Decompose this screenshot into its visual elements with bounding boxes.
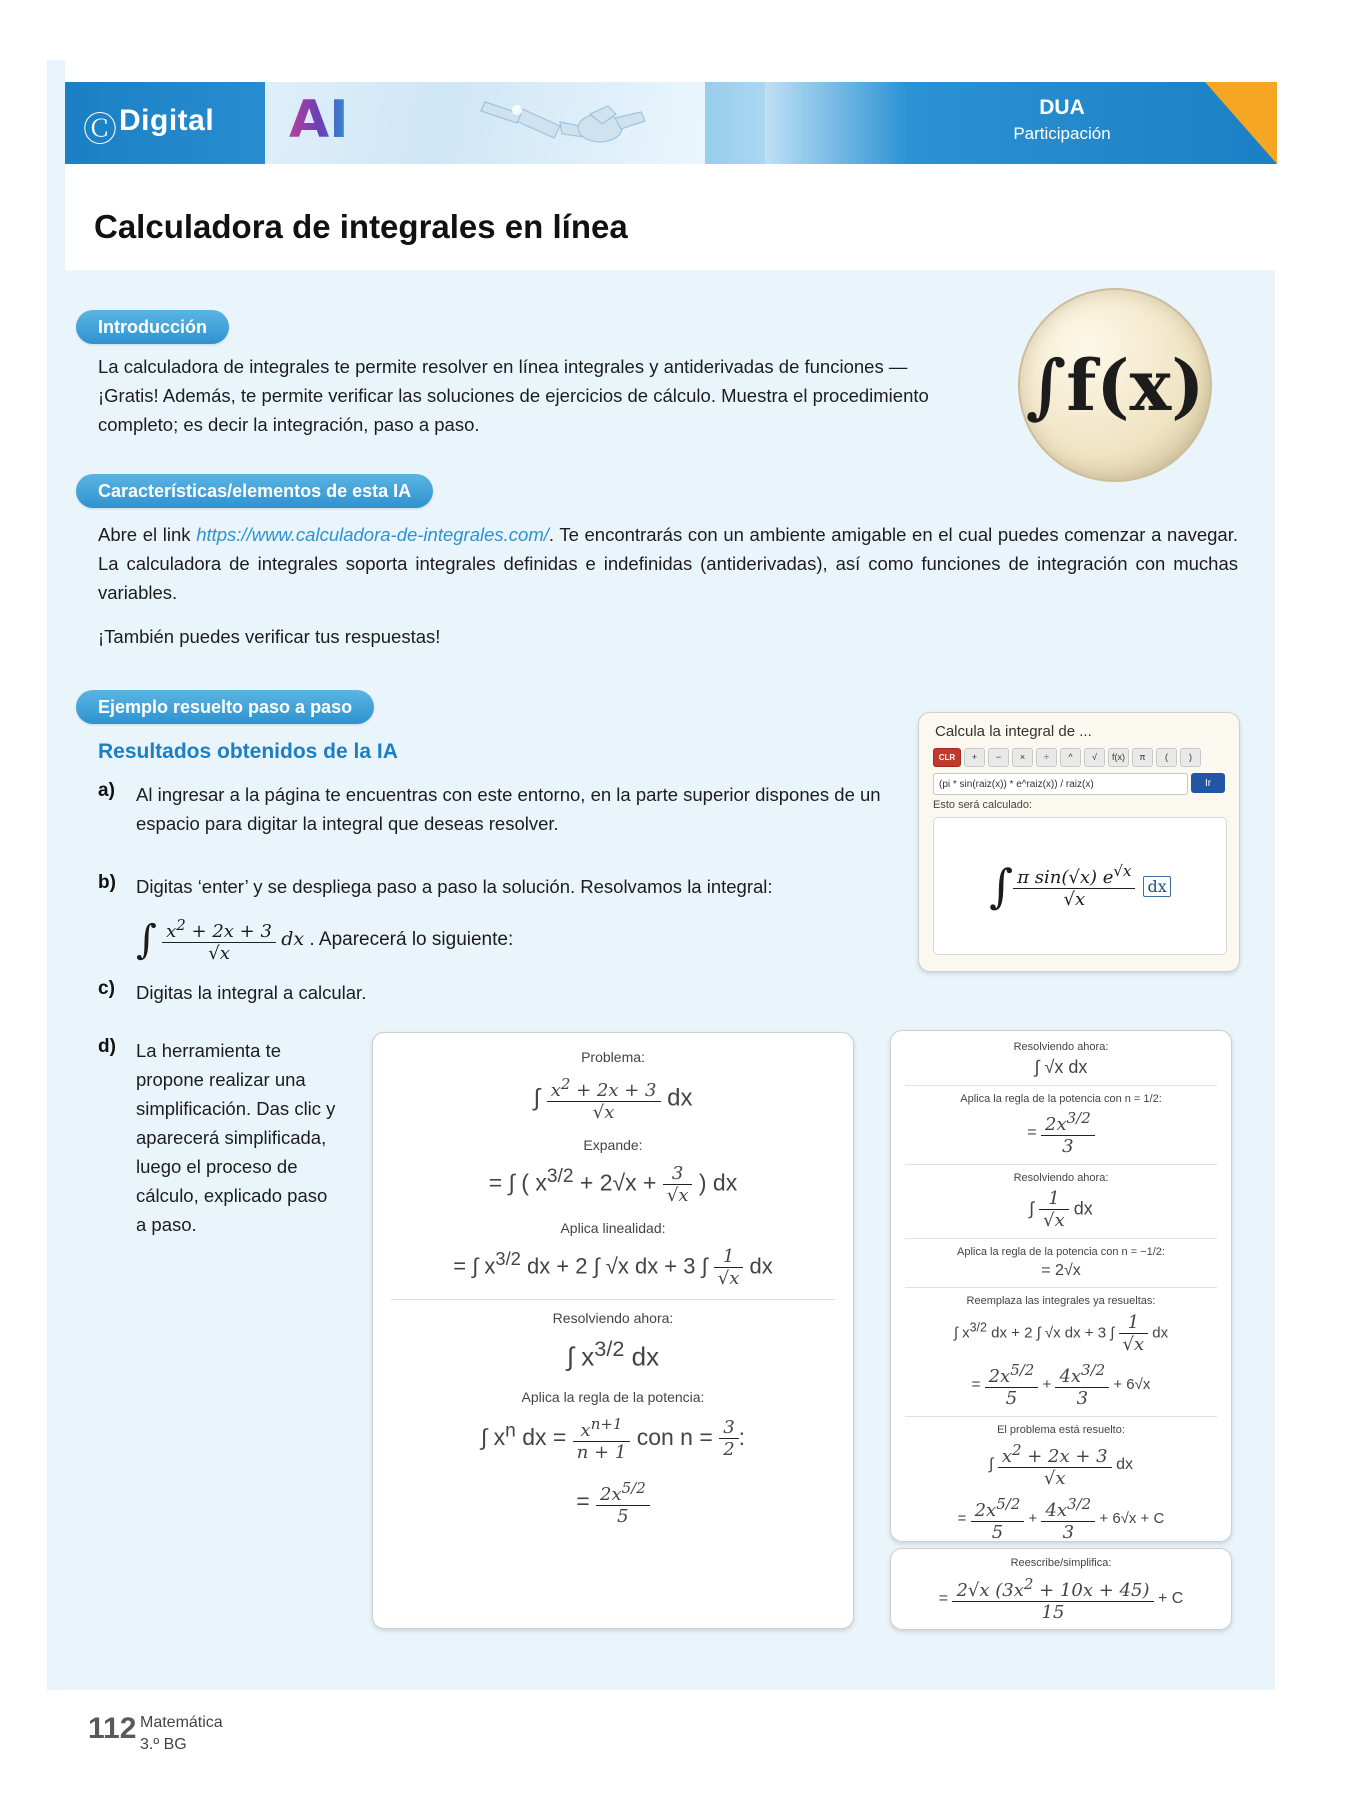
rstep-label-3: Resolviendo ahora: [1013, 1172, 1109, 1184]
key-divide[interactable]: ÷ [1036, 748, 1057, 767]
step-formula-resultado: = $\frac{2x^{5/2}}{5}$ [391, 1479, 835, 1527]
section-tab-introduccion: Introducción [76, 310, 229, 344]
calculator-keypad[interactable] [933, 747, 1225, 767]
key-pi[interactable]: π [1132, 748, 1153, 767]
page-header-banner [65, 82, 1277, 164]
ai-letters: AI [289, 90, 349, 150]
step-formula-resolviendo: ∫ $x^{3/2}$ dx [566, 1336, 660, 1372]
key-minus[interactable]: − [988, 748, 1009, 767]
key-paren-open[interactable]: ( [1156, 748, 1177, 767]
rstep-formula-6b: = $\frac{2x^{5/2}}{5}$ + $\frac{4x^{3/2}}{3}$ + 6√x + C [957, 1495, 1165, 1543]
calculator-go-button[interactable]: Ir [1191, 773, 1225, 793]
rstep-formula-5b: = $\frac{2x^{5/2}}{5}$ + $\frac{4x^{3/2}}{3}$ + 6√x [971, 1361, 1151, 1409]
calculator-screenshot [918, 712, 1240, 972]
page-title: Calculadora de integrales en línea [94, 208, 628, 245]
step-label-expande: Expande: [583, 1137, 643, 1153]
footer-level: 3.º BG [140, 1736, 187, 1753]
step-label-linealidad: Aplica linealidad: [560, 1220, 666, 1236]
step-formula-expande: = ∫ ( $x^{3/2} + 2√x$ + $\frac{3}{√x}$ ) dx [488, 1163, 738, 1206]
calculator-dx-box: dx [1143, 876, 1170, 897]
ai-artwork [265, 82, 705, 164]
list-item-text-a: Al ingresar a la página te encuentras con este entorno, en la parte superior dispones de un espacio para digitar la integral que deseas resolver. [136, 784, 881, 834]
step-label-problema: Problema: [581, 1049, 645, 1065]
banner-right-gradient [765, 82, 1277, 164]
rstep-formula-4: = 2√x [1041, 1262, 1081, 1279]
step-formula-potencia: ∫ $x^n$ dx = $\frac{x^{n+1}}{n + 1}$ con n = $\frac{3}{2}$ : [480, 1414, 746, 1463]
caracteristicas-text-post: . Te encontrarás con un ambiente amigable en el cual puedes comenzar a navegar. La calculadora de integrales soporta integrales definidas e indefinidas (antiderivadas), así como funciones de integración con muchas variables. [98, 524, 1239, 603]
fx-badge-text: ∫f(x) [1025, 343, 1205, 427]
formula-b-suffix: . Aparecerá lo siguiente: [309, 929, 514, 951]
list-item-text-b: Digitas ‘enter’ y se despliega paso a paso la solución. Resolvamos la integral: [136, 876, 773, 897]
list-item-marker-a: a) [98, 780, 115, 801]
steps-panel-simplifica [890, 1548, 1232, 1630]
rstep-formula-5: ∫ $x^{3/2}$ dx + 2 ∫ √x dx + 3 ∫ $\frac{1}{√x}$ dx [953, 1312, 1169, 1355]
rstep-label-4: Aplica la regla de la potencia con n = −1/2: [957, 1246, 1165, 1258]
list-item-text-d: La herramienta te propone realizar una simplificación. Das clic y aparecerá simplificada, luego el proceso de cálculo, explicado paso a paso. [136, 1040, 336, 1235]
caracteristicas-paragraph [98, 520, 1238, 607]
key-function[interactable]: f(x) [1108, 748, 1129, 767]
rstep-label-6: El problema está resuelto: [997, 1424, 1125, 1436]
step-formula-linealidad: = ∫ $x^{3/2}$ dx + 2 ∫ √x dx + 3 ∫ $\frac{1}{√x}$ dx [453, 1246, 773, 1289]
key-clr[interactable]: CLR [933, 748, 961, 767]
calculator-title: Calcula la integral de ... [935, 723, 1092, 740]
key-sqrt[interactable]: √ [1084, 748, 1105, 767]
dua-title: DUA [1039, 96, 1085, 119]
key-paren-close[interactable]: ) [1180, 748, 1201, 767]
caracteristicas-paragraph-2: ¡También puedes verificar tus respuestas! [98, 626, 441, 647]
rstep-formula-6: ∫ $\frac{x^2 + 2x + 3}{√x}$ dx [989, 1441, 1133, 1489]
rstep-formula-3: ∫ $\frac{1}{√x}$ dx [1029, 1188, 1093, 1231]
logo-label: Digital [119, 104, 215, 137]
banner-orange-corner [1205, 82, 1277, 164]
key-times[interactable]: × [1012, 748, 1033, 767]
rstep-formula-1: ∫ √x dx [1034, 1057, 1088, 1077]
simplifica-label: Reescribe/simplifica: [1010, 1557, 1112, 1569]
step-label-resolviendo: Resolviendo ahora: [552, 1310, 674, 1326]
section-tab-caracteristicas: Características/elementos de esta IA [76, 474, 433, 508]
step-label-potencia: Aplica la regla de la potencia: [521, 1388, 705, 1405]
list-item-marker-b: b) [98, 872, 116, 893]
key-plus[interactable]: + [964, 748, 985, 767]
key-power[interactable]: ^ [1060, 748, 1081, 767]
footer-subject: Matemática [140, 1714, 223, 1731]
calculadora-link[interactable]: https://www.calculadora-de-integrales.com/ [196, 524, 549, 545]
section-tab-ejemplo: Ejemplo resuelto paso a paso [76, 690, 374, 724]
list-item-marker-c: c) [98, 978, 115, 999]
resultados-subheading: Resultados obtenidos de la IA [98, 740, 398, 763]
list-item-marker-d: d) [98, 1036, 116, 1057]
simplifica-formula: = $\frac{2√x (3x^2 + 10x + 45)}{15}$ + C [938, 1575, 1184, 1623]
rstep-label-1: Resolviendo ahora: [1013, 1041, 1109, 1053]
rstep-formula-2: = $\frac{2x^{3/2}}{3}$ [905, 1109, 1217, 1157]
steps-panel-left [372, 1032, 854, 1629]
steps-panel-right [890, 1030, 1232, 1542]
calculator-result-preview: ∫ $\frac{\pi \sin(√x) e^{√x}}{√x}$ dx [933, 817, 1227, 955]
calculator-expression-input[interactable]: (pi * sin(raiz(x)) * e^raiz(x)) / raiz(x) [933, 773, 1188, 795]
list-item-text-c: Digitas la integral a calcular. [136, 982, 367, 1003]
caracteristicas-text-pre: Abre el link [98, 524, 197, 545]
step-formula-problema: ∫ $\frac{x^2 + 2x + 3}{√x}$ dx [533, 1075, 693, 1123]
rstep-label-5: Reemplaza las integrales ya resueltas: [966, 1295, 1156, 1307]
intro-paragraph: La calculadora de integrales te permite resolver en línea integrales y antiderivadas de funciones — ¡Gratis! Además, te permite verificar las soluciones de ejercicios de cálculo. Muestra el procedimiento completo; es decir la integración, paso a paso. [98, 356, 929, 435]
calculator-result-label: Esto será calculado: [933, 799, 1033, 811]
robot-hand-icon [425, 88, 675, 160]
rstep-label-2: Aplica la regla de la potencia con n = 1/2: [960, 1093, 1162, 1105]
page-number: 112 [88, 1712, 137, 1745]
inline-integral-formula: ∫ $\frac{x^2 + 2x + 3}{√x}$ dx . Aparecerá lo siguiente: [136, 916, 514, 964]
c-circle-icon: Ⓒ [83, 111, 117, 149]
dua-subtitle: Participación [1013, 124, 1111, 143]
integral-fx-badge [1018, 288, 1212, 482]
left-rail [47, 60, 65, 1690]
